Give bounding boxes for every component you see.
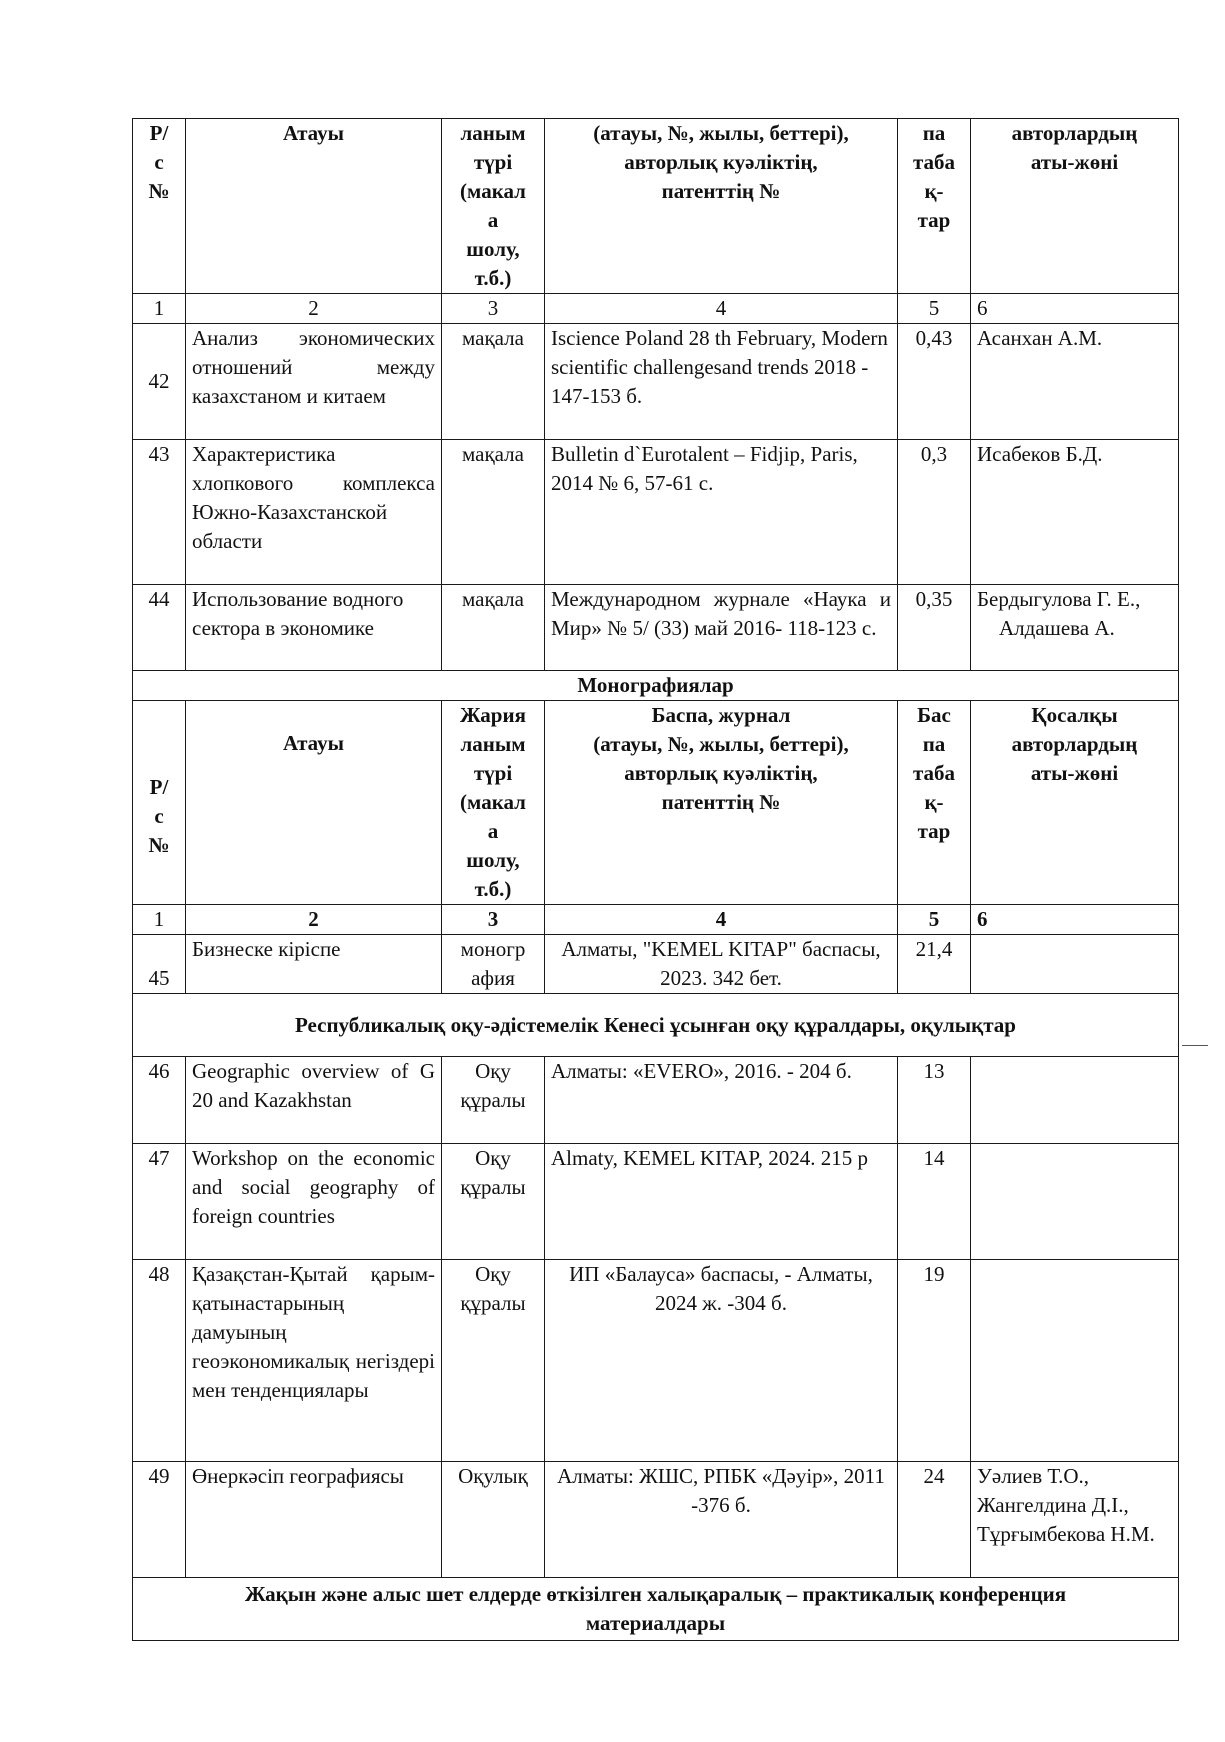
row-number: 46 xyxy=(133,1057,186,1144)
column-numbers-row xyxy=(133,294,1179,324)
row-publication: ИП «Балауса» баспасы, - Алматы, 2024 ж. -304 б. xyxy=(545,1260,898,1462)
table-row xyxy=(133,440,1179,585)
row-type: Оқу құралы xyxy=(442,1144,545,1260)
col-number-5: 5 xyxy=(898,905,971,935)
header-col-authors: Қосалқы авторлардың аты-жөні xyxy=(971,701,1179,905)
row-authors: Уәлиев Т.О., Жангелдина Д.І., Тұрғымбекова Н.М. xyxy=(971,1462,1179,1578)
row-title: Geographic overview of G 20 and Kazakhstan xyxy=(186,1057,442,1144)
row-publication: Almaty, KEMEL KITAP, 2024. 215 p xyxy=(545,1144,898,1260)
row-title: Бизнеске кіріспе xyxy=(186,935,442,994)
table-row xyxy=(133,324,1179,440)
col-number-1: 1 xyxy=(133,294,186,324)
section-heading-row xyxy=(133,1578,1179,1641)
section-monographs: Монографиялар xyxy=(133,671,1179,701)
section-heading-row xyxy=(133,671,1179,701)
header-col-publication: (атауы, №, жылы, беттері), авторлық куәліктің, патенттің № xyxy=(545,119,898,294)
row-title: Қазақстан-Қытай қарым-қатынастарының дамуының геоэкономикалық негіздері мен тенденциялары xyxy=(186,1260,442,1462)
row-authors xyxy=(971,935,1179,994)
row-pages: 0,3 xyxy=(898,440,971,585)
row-type: мақала xyxy=(442,585,545,671)
table-row xyxy=(133,1144,1179,1260)
col-number-2: 2 xyxy=(186,905,442,935)
row-authors: Бердыгулова Г. Е., Алдашева А. xyxy=(971,585,1179,671)
row-pages: 0,43 xyxy=(898,324,971,440)
header-col-number: Р/ с № xyxy=(133,119,186,294)
row-pages: 21,4 xyxy=(898,935,971,994)
col-number-2: 2 xyxy=(186,294,442,324)
publications-table xyxy=(132,118,1179,1641)
col-number-6: 6 xyxy=(971,905,1179,935)
row-pages: 24 xyxy=(898,1462,971,1578)
row-number: 43 xyxy=(133,440,186,585)
col-number-4: 4 xyxy=(545,294,898,324)
header-col-authors: авторлардың аты-жөні xyxy=(971,119,1179,294)
row-publication: Алматы: ЖШС, РПБК «Дәуір», 2011 -376 б. xyxy=(545,1462,898,1578)
header-col-type: Жария ланым түрі (макал а шолу, т.б.) xyxy=(442,701,545,905)
row-pages: 13 xyxy=(898,1057,971,1144)
row-authors xyxy=(971,1260,1179,1462)
row-title: Өнеркәсіп географиясы xyxy=(186,1462,442,1578)
row-type: Оқу құралы xyxy=(442,1057,545,1144)
row-publication: Международном журнале «Наука и Мир» № 5/ (33) май 2016- 118-123 с. xyxy=(545,585,898,671)
header-col-pages: Бас па таба қ- тар xyxy=(898,701,971,905)
header-col-number: Р/ с № xyxy=(133,701,186,905)
row-authors: Исабеков Б.Д. xyxy=(971,440,1179,585)
row-publication: Bulletin d`Eurotalent – Fidjip, Paris, 2014 № 6, 57-61 с. xyxy=(545,440,898,585)
row-title: Характеристика хлопкового комплекса Южно-Казахстанской области xyxy=(186,440,442,585)
row-authors xyxy=(971,1057,1179,1144)
header-col-publication: Баспа, журнал (атауы, №, жылы, беттері), авторлық куәліктің, патенттің № xyxy=(545,701,898,905)
row-publication: Iscience Poland 28 th February, Modern scientific challengesand trends 2018 - 147-153 б. xyxy=(545,324,898,440)
row-number: 45 xyxy=(133,935,186,994)
table-row xyxy=(133,585,1179,671)
row-type: Оқулық xyxy=(442,1462,545,1578)
col-number-3: 3 xyxy=(442,905,545,935)
table-header-row xyxy=(133,119,1179,294)
row-type: моногр афия xyxy=(442,935,545,994)
section-textbooks: Республикалық оқу-әдістемелік Кенесі ұсынған оқу құралдары, оқулықтар xyxy=(133,994,1179,1057)
margin-mark xyxy=(1182,1045,1208,1046)
table-row xyxy=(133,935,1179,994)
row-type: мақала xyxy=(442,440,545,585)
row-number: 47 xyxy=(133,1144,186,1260)
row-pages: 14 xyxy=(898,1144,971,1260)
section-conferences: Жақын және алыс шет елдерде өткізілген халықаралық – практикалық конференция материалдары xyxy=(133,1578,1179,1641)
row-number: 44 xyxy=(133,585,186,671)
col-number-3: 3 xyxy=(442,294,545,324)
header-col-title: Атауы xyxy=(186,701,442,905)
row-pages: 0,35 xyxy=(898,585,971,671)
row-authors: Асанхан А.М. xyxy=(971,324,1179,440)
row-publication: Алматы, "KEMEL KITAP" баспасы, 2023. 342 бет. xyxy=(545,935,898,994)
section-heading-row xyxy=(133,994,1179,1057)
table-header-row xyxy=(133,701,1179,905)
col-number-6: 6 xyxy=(971,294,1179,324)
row-title: Использование водного сектора в экономике xyxy=(186,585,442,671)
row-title: Workshop on the economic and social geography of foreign countries xyxy=(186,1144,442,1260)
header-col-type: ланым түрі (макал а шолу, т.б.) xyxy=(442,119,545,294)
row-number: 49 xyxy=(133,1462,186,1578)
header-col-title: Атауы xyxy=(186,119,442,294)
row-type: мақала xyxy=(442,324,545,440)
row-number: 42 xyxy=(133,324,186,440)
table-row xyxy=(133,1462,1179,1578)
table-row xyxy=(133,1057,1179,1144)
col-number-1: 1 xyxy=(133,905,186,935)
row-pages: 19 xyxy=(898,1260,971,1462)
row-publication: Алматы: «EVERO», 2016. - 204 б. xyxy=(545,1057,898,1144)
header-col-pages: па таба қ- тар xyxy=(898,119,971,294)
column-numbers-row xyxy=(133,905,1179,935)
table-row xyxy=(133,1260,1179,1462)
row-type: Оқу құралы xyxy=(442,1260,545,1462)
row-number: 48 xyxy=(133,1260,186,1462)
col-number-4: 4 xyxy=(545,905,898,935)
row-title: Анализ экономических отношений между казахстаном и китаем xyxy=(186,324,442,440)
row-authors xyxy=(971,1144,1179,1260)
col-number-5: 5 xyxy=(898,294,971,324)
